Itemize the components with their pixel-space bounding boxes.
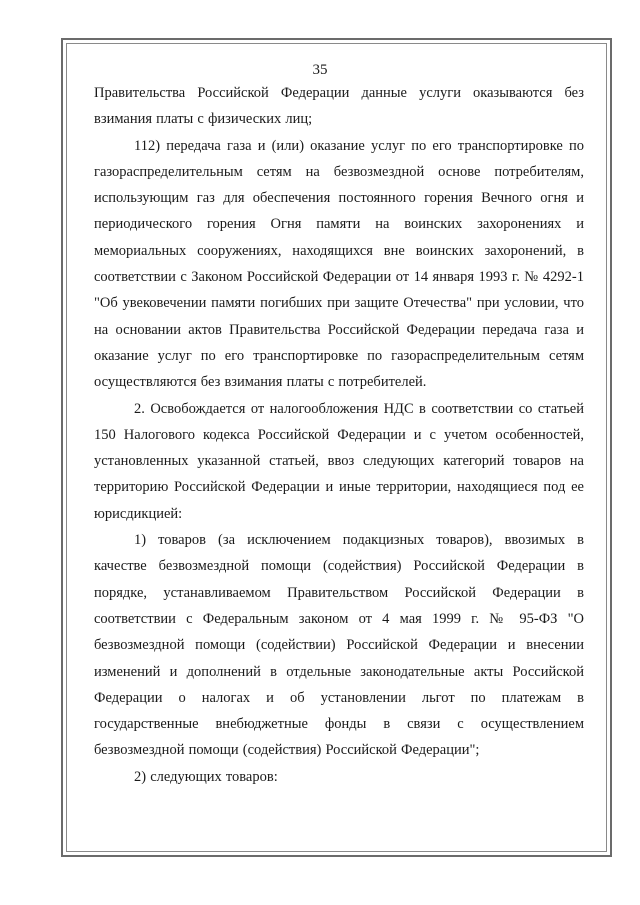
document-body [94, 80, 584, 790]
paragraph-section-2: 2. Освобождается от налогообложения НДС в соответствии со статьей 150 Налогового кодекса Российской Федерации и с учетом особенностей, установленных указанной статьей, ввоз следующих категорий товаров на территорию Российской Федерации и иные территории, находящиеся под ее юрисдикцией: [94, 400, 584, 522]
paragraph-item-112: 112) передача газа и (или) оказание услуг по его транспортировке по газораспределительным сетям на безвозмездной основе потребителям, использующим газ для обеспечения постоянного горения Вечного огня и периодического горения Огня памяти на воинских захоронениях и мемориальных сооружениях, находящихся вне воинских захоронений, в соответствии с Законом Российской Федерации от 14 января 1993 г. № 4292-1 "Об увековечении памяти погибших при защите Отечества" при условии, что на основании актов Правительства Российской Федерации передача газа и оказание услуг по его транспортировке по газораспределительным сетям осуществляются без взимания платы с потребителей. [94, 137, 584, 391]
paragraph-continuation: Правительства Российской Федерации данные услуги оказываются без взимания платы с физических лиц; [94, 85, 584, 128]
paragraph-subitem-2: 2) следующих товаров: [134, 768, 278, 785]
page-number: 35 [312, 62, 328, 78]
paragraph-subitem-1: 1) товаров (за исключением подакцизных товаров), ввозимых в качестве безвозмездной помощи (содействия) Российской Федерации в порядке, устанавливаемом Правительством Российской Федерации в соответствии с Федеральным законом от 4 мая 1999 г. № 95-ФЗ "О безвозмездной помощи (содействии) Российской Федерации и внесении изменений и дополнений в отдельные законодательные акты Российской Федерации о налогах и об установлении льгот по платежам в государственные внебюджетные фонды в связи с осуществлением безвозмездной помощи (содействия) Российской Федерации"; [94, 532, 584, 759]
